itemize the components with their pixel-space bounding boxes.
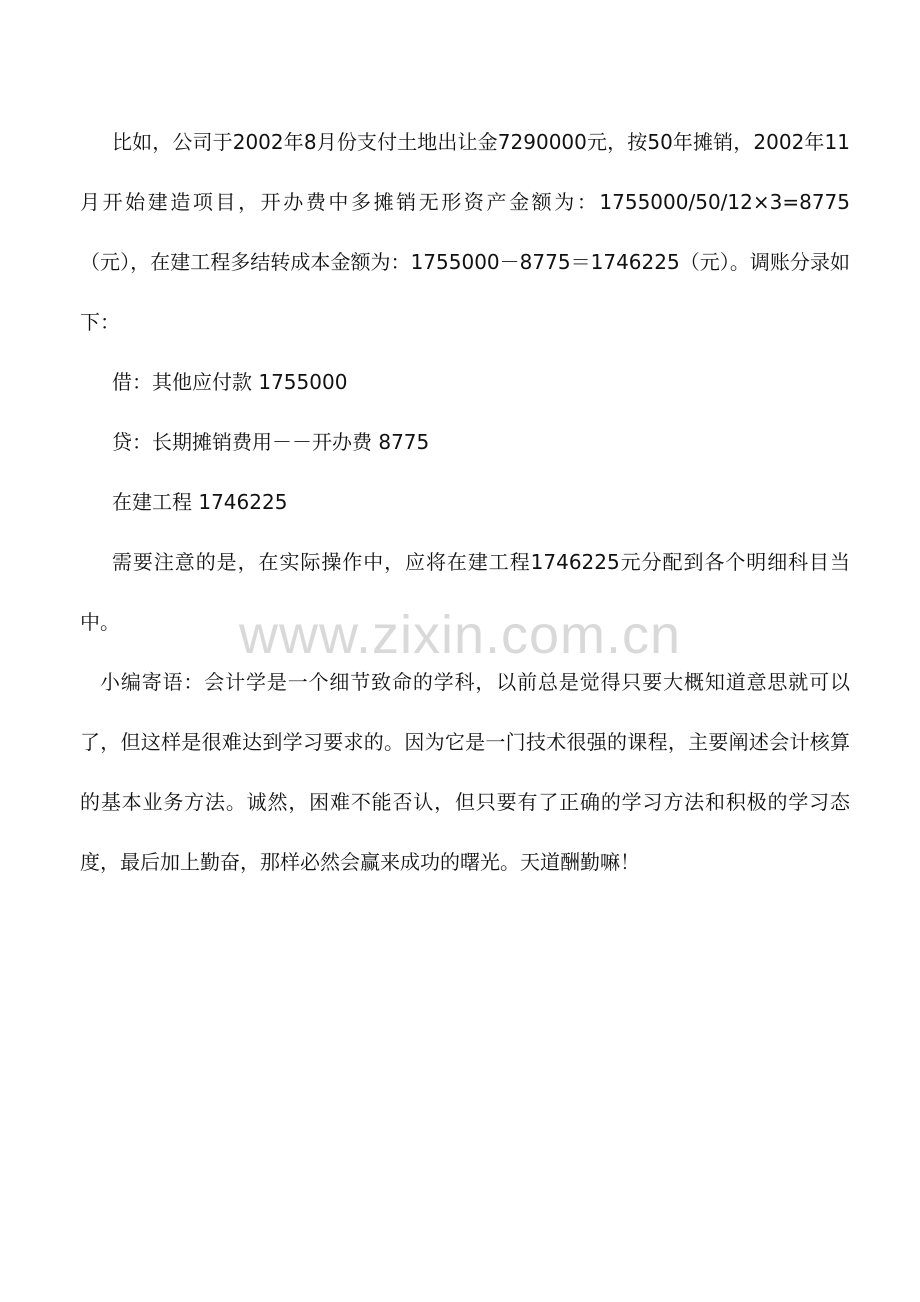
- document-body: [80, 112, 850, 892]
- paragraph-note: 需要注意的是，在实际操作中，应将在建工程1746225元分配到各个明细科目当中。: [80, 550, 850, 634]
- paragraph-construction-entry: 在建工程 1746225: [112, 490, 288, 514]
- watermark: www.zixin.com.cn: [238, 605, 682, 665]
- paragraph-example: 比如，公司于2002年8月份支付土地出让金7290000元，按50年摊销，2002年11月开始建造项目，开办费中多摊销无形资产金额为：1755000/50/12×3=8775（元），在建工程多结转成本金额为：1755000－8775＝1746225（元）。调账分录如下：: [80, 130, 850, 334]
- paragraph-credit-entry: 贷：长期摊销费用－－开办费 8775: [112, 430, 430, 454]
- paragraph-debit-entry: 借：其他应付款 1755000: [112, 370, 348, 394]
- paragraph-editor-note: 小编寄语：会计学是一个细节致命的学科，以前总是觉得只要大概知道意思就可以了，但这样是很难达到学习要求的。因为它是一门技术很强的课程，主要阐述会计核算的基本业务方法。诚然，困难不能否认，但只要有了正确的学习方法和积极的学习态度，最后加上勤奋，那样必然会赢来成功的曙光。天道酬勤嘛！: [80, 670, 850, 874]
